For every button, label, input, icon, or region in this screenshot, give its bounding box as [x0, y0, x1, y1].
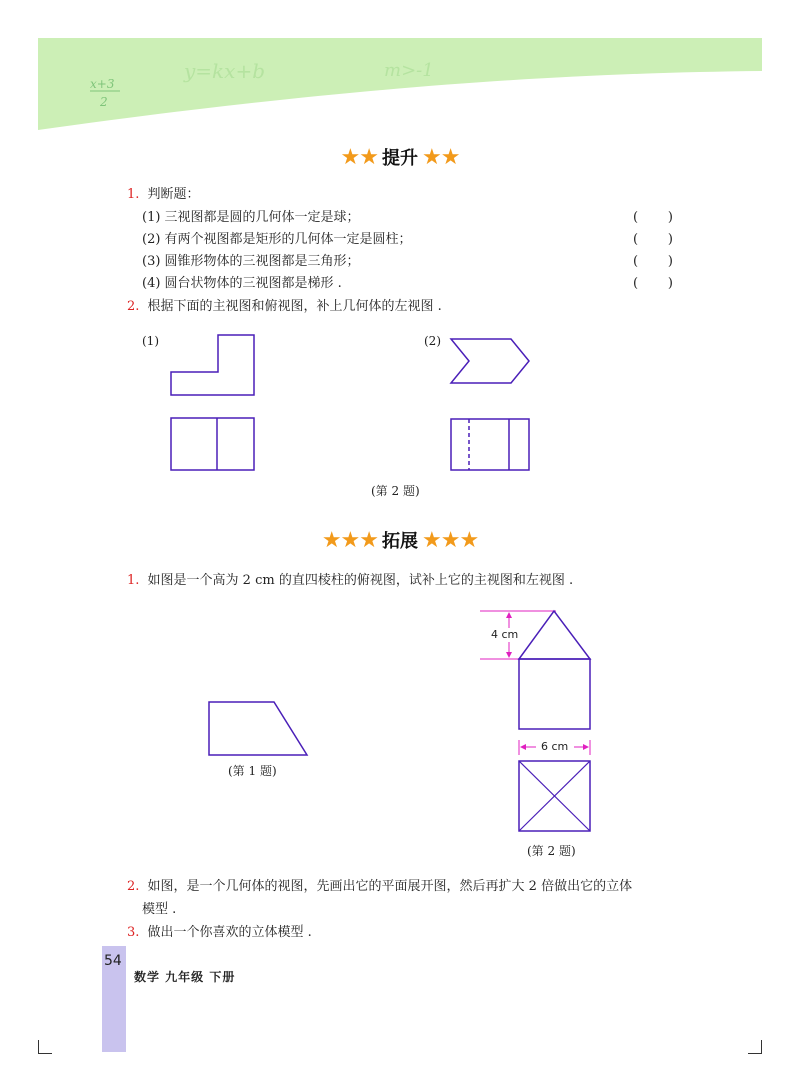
judge-item: (1) 三视图都是圆的几何体一定是球；	[142, 210, 360, 225]
star-icon-group: ★★★	[321, 527, 378, 553]
paren-open: (	[633, 232, 639, 247]
figure-caption: (第 2 题)	[527, 844, 576, 858]
star-icon-group: ★★★	[422, 527, 479, 553]
question-number: 2.	[127, 879, 140, 894]
judge-item: (4) 圆台状物体的三视图都是梯形 .	[142, 276, 342, 291]
question-2	[127, 299, 442, 315]
question-text: 做出一个你喜欢的立体模型 .	[147, 925, 312, 940]
judge-item: (3) 圆锥形物体的三视图都是三角形；	[142, 254, 360, 269]
paren-open: (	[633, 276, 639, 291]
arrow-up-icon	[506, 612, 512, 618]
dimension-height-label: 4 cm	[491, 628, 519, 641]
figure-3-views	[470, 604, 600, 836]
figure-1-views	[168, 332, 260, 474]
star-icon-group: ★★	[340, 144, 378, 170]
figure-caption: (第 2 题)	[371, 484, 420, 498]
figure-caption: (第 1 题)	[228, 764, 277, 778]
question-1	[127, 187, 200, 203]
banner-formula-inequality: m>-1	[384, 60, 434, 81]
figure-label-2: (2)	[424, 334, 441, 348]
top-view-rect	[171, 418, 254, 470]
question-text: 根据下面的主视图和俯视图，补上几何体的左视图 .	[147, 299, 442, 314]
top-view-rect	[451, 419, 529, 470]
question-text-continued: 模型 .	[142, 902, 177, 917]
paren-close: )	[667, 254, 673, 269]
figure-2-views	[448, 337, 534, 474]
paren-close: )	[667, 276, 673, 291]
question-text: 如图，是一个几何体的视图，先画出它的平面展开图，然后再扩大 2 倍做出它的立体	[147, 879, 633, 894]
star-icon-group: ★★	[422, 144, 460, 170]
section-heading-improve	[0, 144, 800, 170]
question-number: 3.	[127, 925, 140, 940]
paren-open: (	[633, 254, 639, 269]
arrow-down-icon	[506, 652, 512, 658]
arrow-right-icon	[583, 744, 589, 750]
arrow-left-icon	[520, 744, 526, 750]
question-number: 1.	[127, 573, 140, 588]
banner-formula-denominator: 2	[100, 95, 108, 109]
book-title: 数学 九年级 下册	[134, 970, 236, 984]
section-title: 拓展	[382, 531, 418, 552]
front-view-square	[519, 659, 590, 729]
roof-triangle	[519, 611, 590, 659]
answer-blank[interactable]	[633, 210, 673, 225]
question-number: 2.	[127, 299, 140, 314]
banner-formula-linear: y=kx+b	[184, 59, 266, 83]
paren-open: (	[633, 210, 639, 225]
figure-label-1: (1)	[142, 334, 159, 348]
question-number: 1.	[127, 187, 140, 202]
paren-close: )	[667, 232, 673, 247]
question-text: 如图是一个高为 2 cm 的直四棱柱的俯视图，试补上它的主视图和左视图 .	[147, 573, 574, 588]
front-view-chevron	[451, 339, 529, 383]
question-3-extend	[127, 925, 312, 941]
section-title: 提升	[382, 148, 418, 169]
question-1-extend	[127, 573, 573, 589]
trapezoid-top-view	[206, 699, 312, 759]
front-view-l-shape	[171, 335, 254, 395]
dimension-width-label: 6 cm	[541, 740, 569, 753]
header-banner	[38, 38, 762, 133]
question-text: 判断题：	[147, 187, 200, 202]
answer-blank[interactable]	[633, 276, 673, 291]
question-2-extend	[127, 879, 632, 895]
answer-blank[interactable]	[633, 254, 673, 269]
judge-item: (2) 有两个视图都是矩形的几何体一定是圆柱；	[142, 232, 412, 247]
crop-mark-bottom-right	[748, 1040, 762, 1054]
section-heading-extend	[0, 527, 800, 553]
paren-close: )	[667, 210, 673, 225]
answer-blank[interactable]	[633, 232, 673, 247]
crop-mark-bottom-left	[38, 1040, 52, 1054]
page-number: 54	[104, 953, 122, 969]
banner-formula-numerator: x+3	[90, 77, 115, 91]
